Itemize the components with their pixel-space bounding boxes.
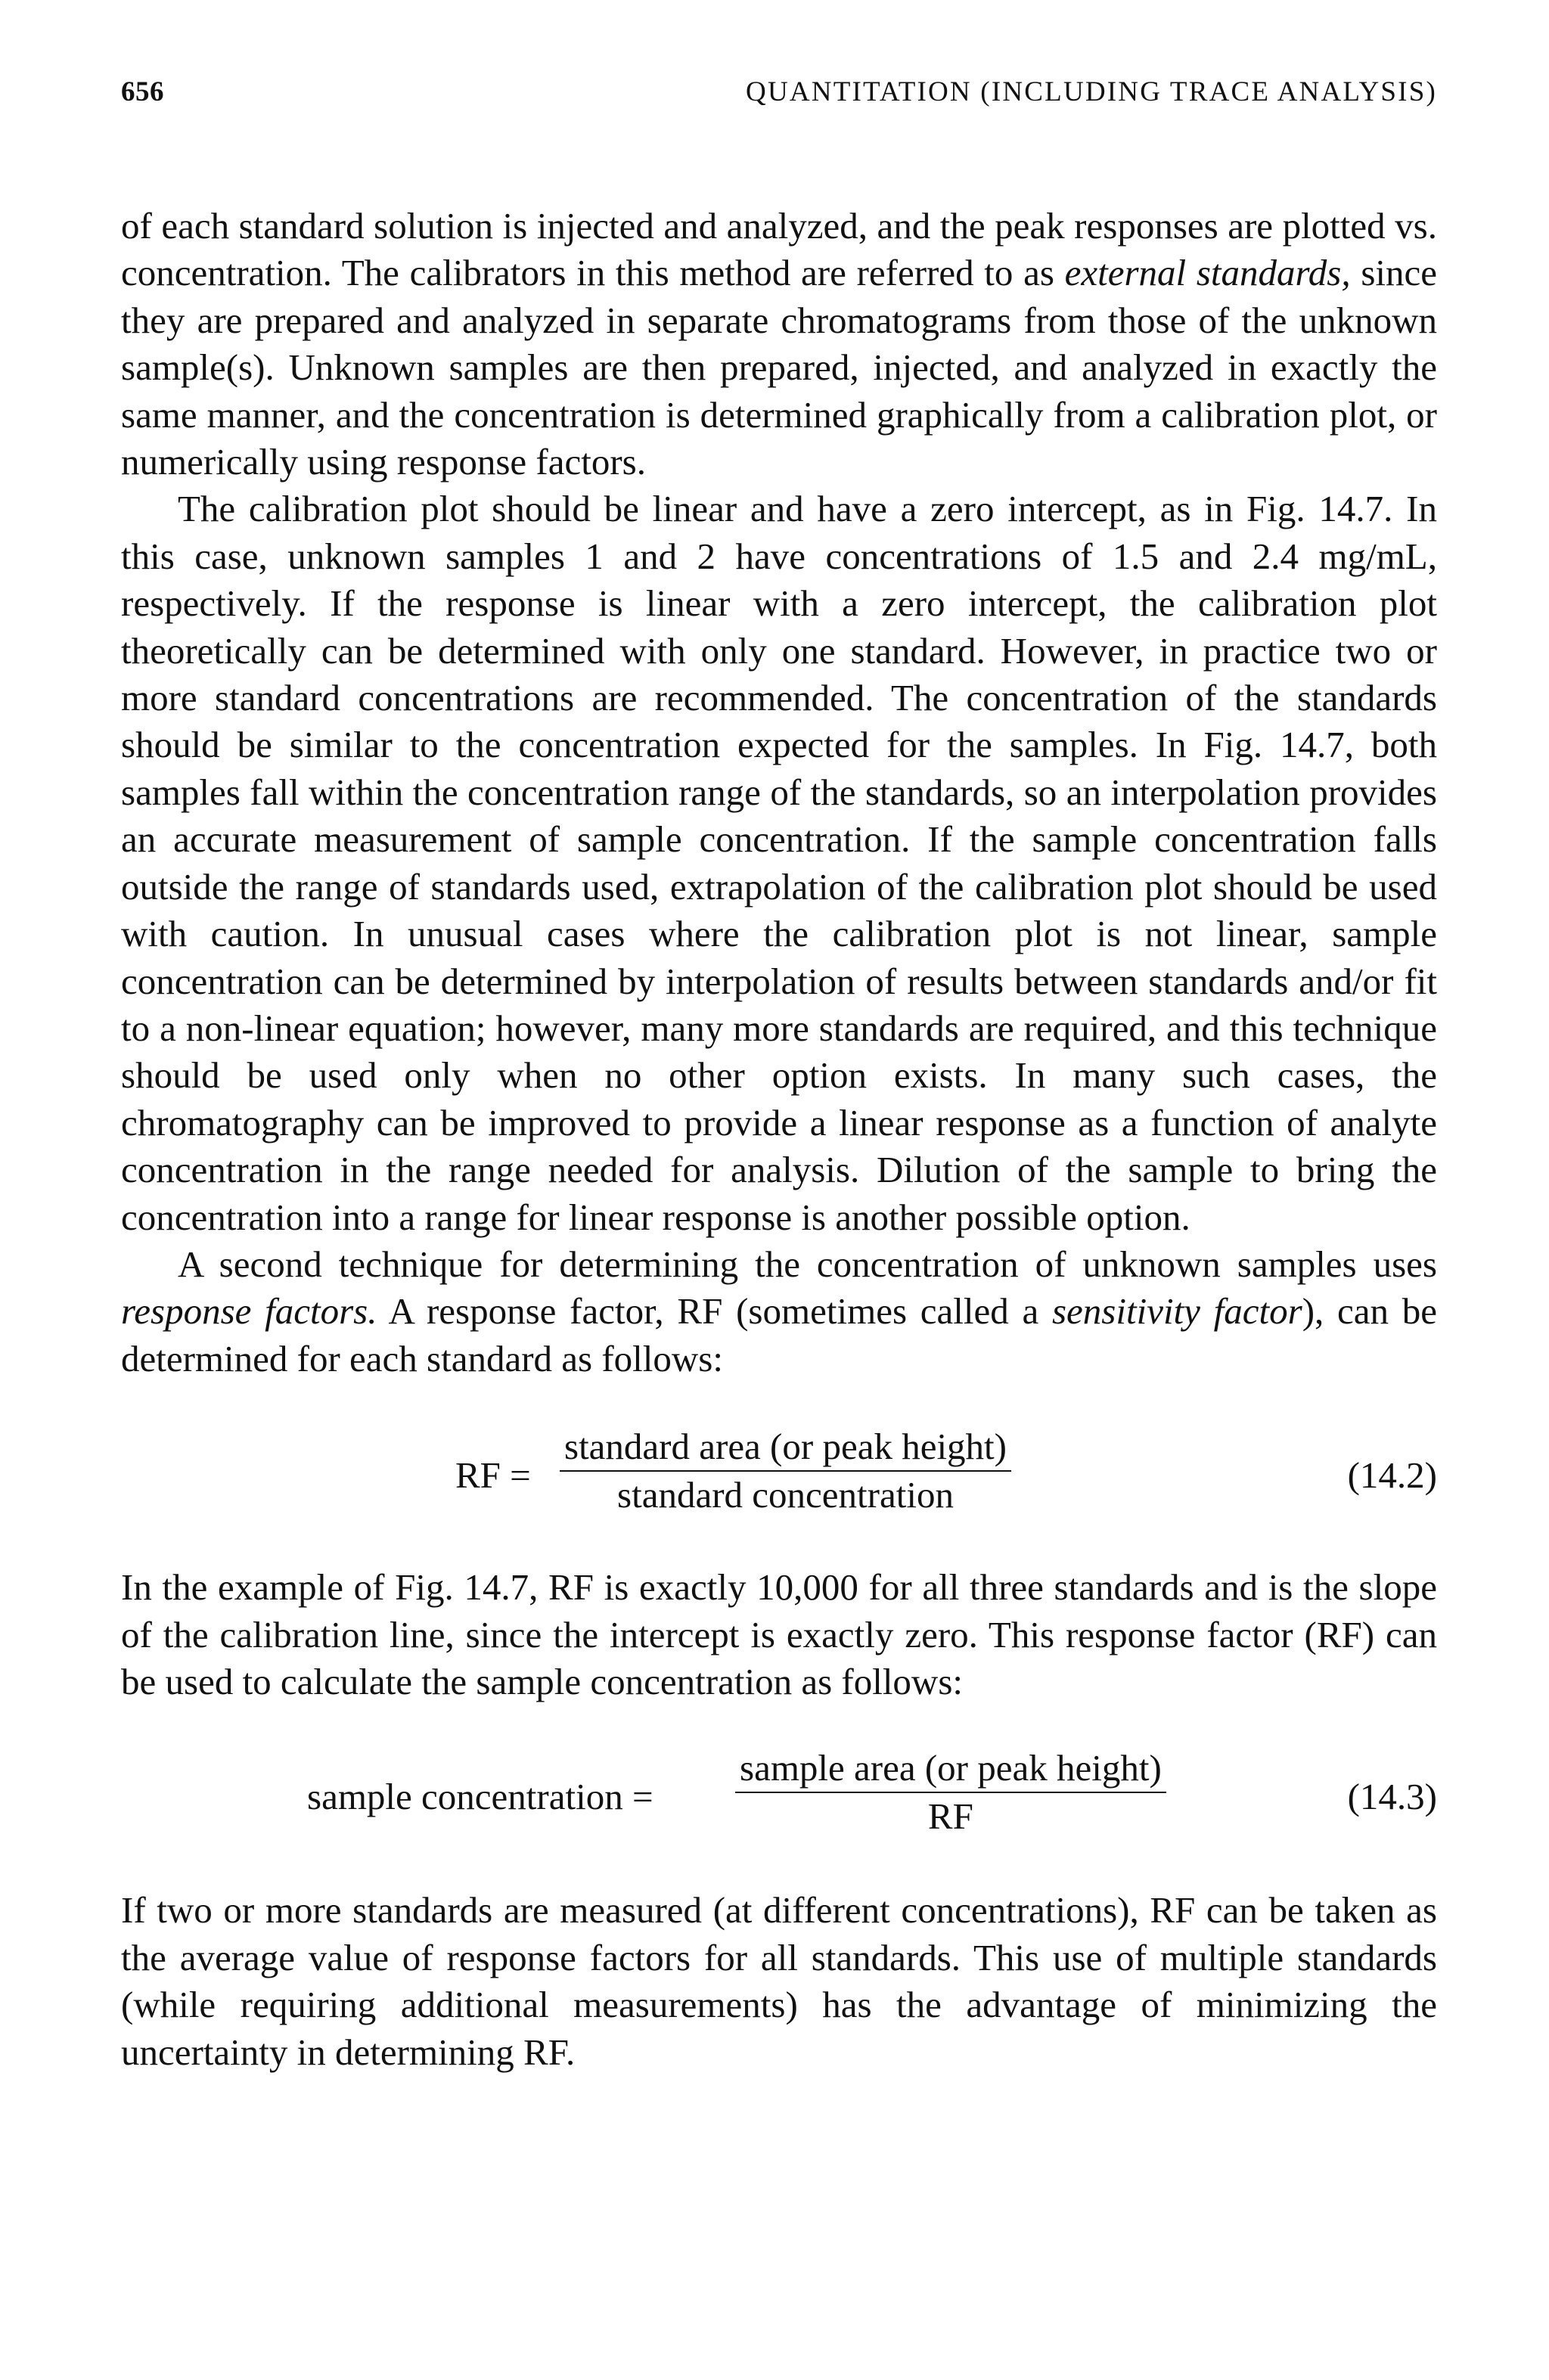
equation-14-3 bbox=[121, 1705, 1437, 1887]
running-header bbox=[121, 76, 1437, 136]
equation-14-2-denominator: standard concentration bbox=[617, 1474, 954, 1516]
page-number: 656 bbox=[121, 76, 164, 107]
equation-14-2-lhs: RF = bbox=[455, 1454, 531, 1497]
paragraph-3 bbox=[121, 1241, 1437, 1382]
paragraph-3-text-c: ), can be determined for each standard as follows: bbox=[121, 1290, 1438, 1379]
equation-14-3-fraction bbox=[735, 1746, 1166, 1840]
paragraph-1-text-a: of each standard solution is injected and analyzed, and the peak responses are plotted vs. concentration. The calibrators in this method are referred to as bbox=[121, 205, 1437, 294]
equation-14-2-numerator: standard area (or peak height) bbox=[560, 1425, 1011, 1472]
paragraph-5: If two or more standards are measured (at different concentrations), RF can be taken as the average value of response factors for all standards. This use of multiple standards (while requiring additional measurements) has the advantage of minimizing the uncertainty in determining RF. bbox=[121, 1889, 1437, 2073]
paragraph-1 bbox=[121, 203, 1437, 486]
equation-14-2-fraction bbox=[560, 1425, 1011, 1519]
paragraph-1-text-b: since they are prepared and analyzed in separate chromatograms from those of the unknown sample(s). Unknown samples are then prepared, injected, and analyzed in exactly the same manner, and the concentration is determined graphically from a calibration plot, or numerically using response factors. bbox=[121, 252, 1438, 483]
paragraph-2: The calibration plot should be linear and have a zero intercept, as in Fig. 14.7. In this case, unknown samples 1 and 2 have concentrations of 1.5 and 2.4 mg/mL, respectively. If the response is linear with a zero intercept, the calibration plot theoretically can be determined with only one standard. However, in practice two or more standard concentrations are recommended. The concentration of the standards should be similar to the concentration expected for the samples. In Fig. 14.7, both samples fall within the concentration range of the standards, so an interpolation provides an accurate measurement of sample concentration. If the sample concentration falls outside the range of standards used, extrapolation of the calibration plot should be used with caution. In unusual cases where the calibration plot is not linear, sample concentration can be determined by interpolation of results between standards and/or fit to a non-linear equation; however, many more standards are required, and this technique should be used only when no other option exists. In many such cases, the chromatography can be improved to provide a linear response as a function of analyte concentration in the range needed for analysis. Dilution of the sample to bring the concentration into a range for linear response is another possible option. bbox=[121, 488, 1437, 1238]
book-page bbox=[121, 76, 1437, 2076]
paragraph-3-text-a: A second technique for determining the concentration of unknown samples uses bbox=[178, 1243, 1437, 1285]
equation-14-2-number: (14.2) bbox=[1347, 1454, 1437, 1497]
sensitivity-factor-term: sensitivity factor bbox=[1051, 1290, 1302, 1333]
paragraph-4: In the example of Fig. 14.7, RF is exactly 10,000 for all three standards and is the slope of the calibration line, since the intercept is exactly zero. This response factor (RF) can be used to calculate the sample concentration as follows: bbox=[121, 1566, 1437, 1702]
equation-14-2 bbox=[121, 1382, 1437, 1564]
equation-14-3-denominator: RF bbox=[927, 1795, 973, 1838]
running-title: QUANTITATION (INCLUDING TRACE ANALYSIS) bbox=[746, 76, 1437, 107]
equation-14-3-numerator: sample area (or peak height) bbox=[735, 1746, 1166, 1793]
equation-14-3-lhs: sample concentration = bbox=[307, 1776, 653, 1818]
paragraph-3-text-b: A response factor, RF (sometimes called a bbox=[377, 1290, 1052, 1333]
equation-14-3-number: (14.3) bbox=[1347, 1776, 1437, 1818]
external-standards-term: external standards, bbox=[1064, 252, 1351, 294]
response-factors-term: response factors. bbox=[121, 1290, 377, 1333]
